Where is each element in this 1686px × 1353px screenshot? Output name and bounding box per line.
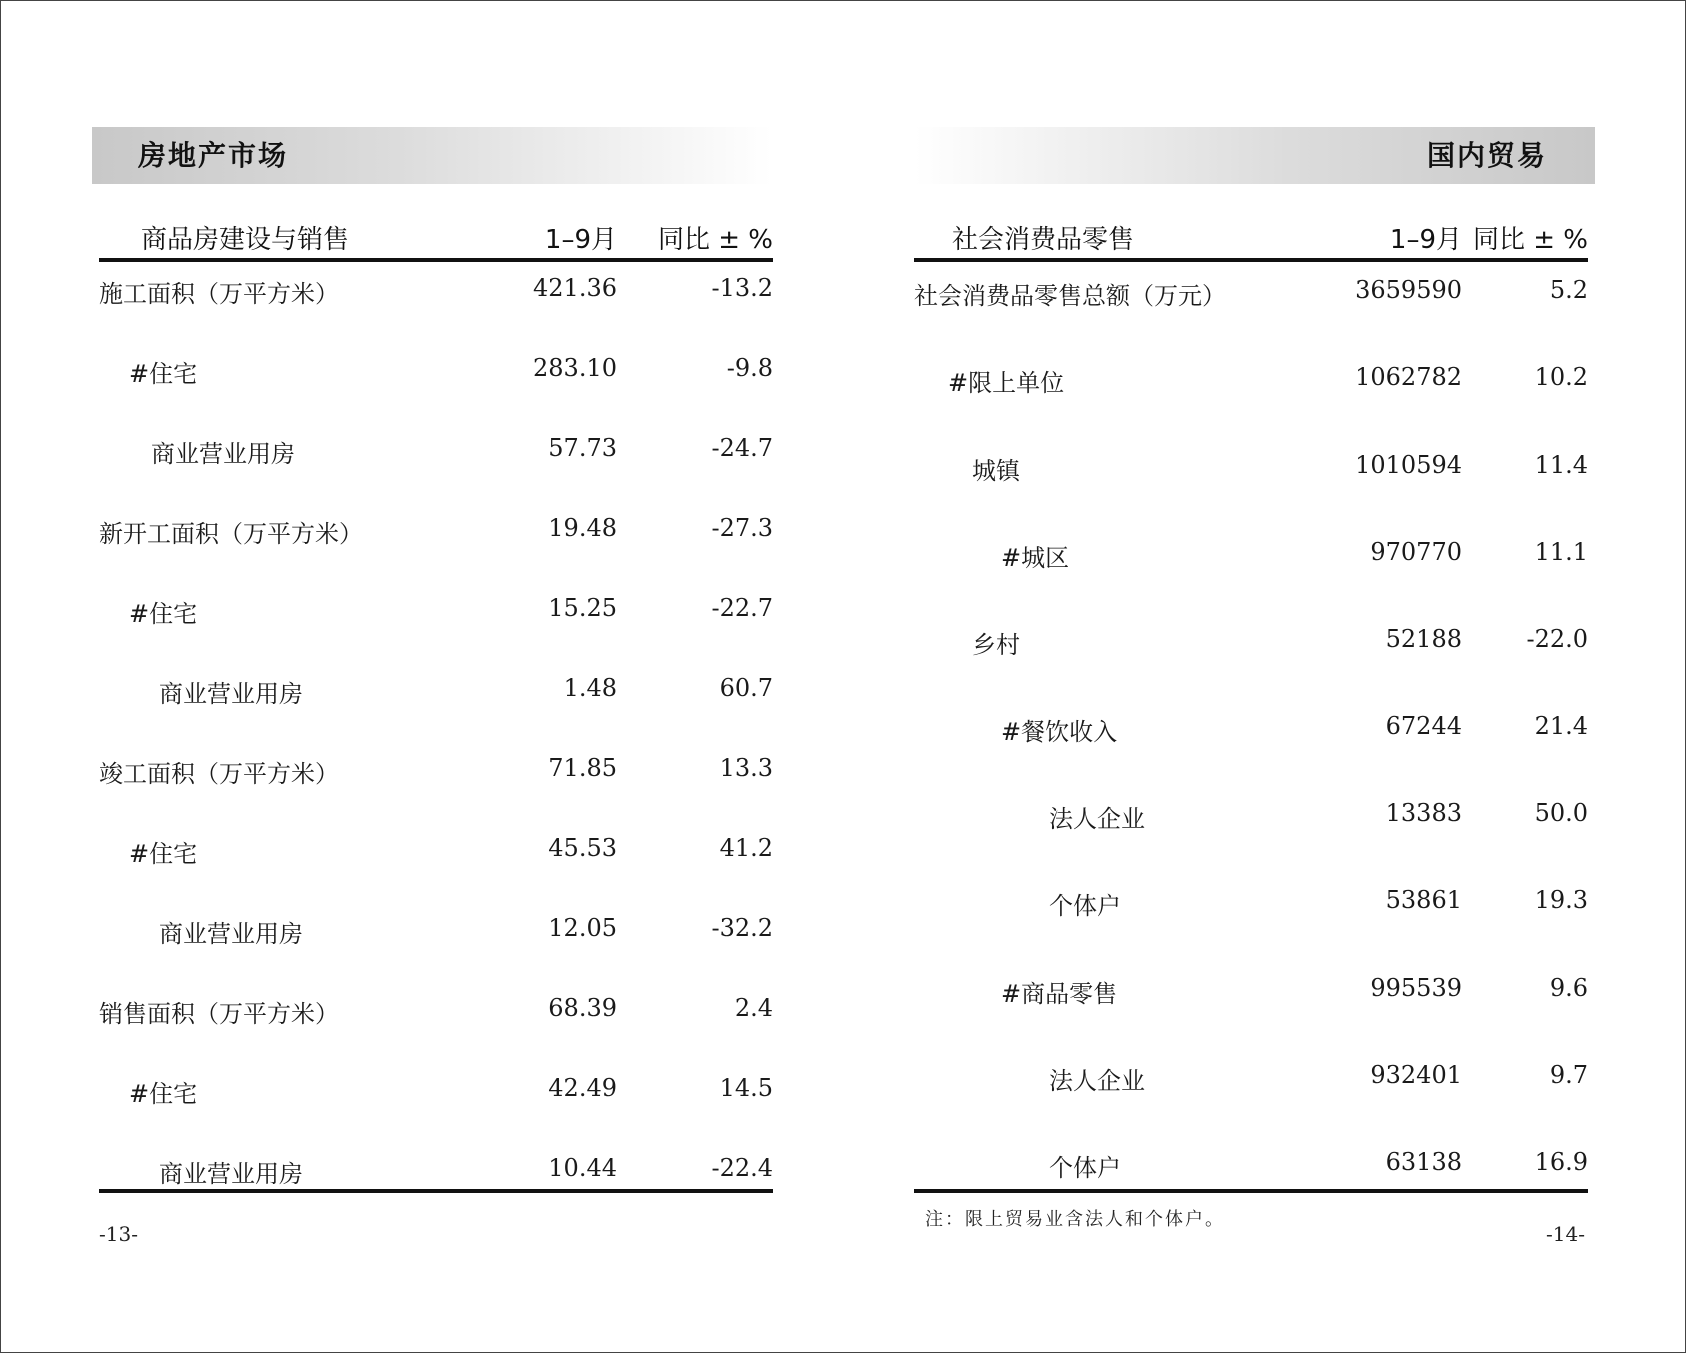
row-yoy: 10.2 bbox=[1534, 363, 1588, 391]
section-banner-left bbox=[92, 127, 772, 184]
row-yoy: -27.3 bbox=[711, 514, 773, 542]
row-value: 67244 bbox=[1385, 712, 1462, 740]
page-number-left: -13- bbox=[99, 1222, 138, 1246]
table-bottom-rule bbox=[914, 1189, 1588, 1193]
row-label: 商业营业用房 bbox=[159, 680, 303, 708]
row-label: 法人企业 bbox=[1049, 805, 1145, 833]
table-row bbox=[99, 670, 773, 710]
column-header-yoy: 同比 ± % bbox=[657, 225, 773, 255]
row-value: 995539 bbox=[1370, 974, 1462, 1002]
row-value: 12.05 bbox=[548, 914, 617, 942]
row-yoy: 14.5 bbox=[719, 1074, 773, 1102]
row-value: 68.39 bbox=[548, 994, 617, 1022]
header-rule bbox=[99, 258, 773, 262]
row-value: 1.48 bbox=[563, 674, 617, 702]
table-row bbox=[99, 430, 773, 470]
section-title-real-estate: 房地产市场 bbox=[138, 139, 289, 172]
row-label: #住宅 bbox=[129, 600, 198, 628]
row-value: 421.36 bbox=[533, 274, 617, 302]
row-yoy: 21.4 bbox=[1534, 712, 1588, 740]
row-label: 城镇 bbox=[972, 457, 1020, 485]
row-label: 商业营业用房 bbox=[159, 920, 303, 948]
column-header-yoy: 同比 ± % bbox=[1472, 225, 1588, 255]
table-row bbox=[914, 795, 1588, 835]
row-value: 53861 bbox=[1385, 886, 1462, 914]
row-yoy: -22.0 bbox=[1526, 625, 1588, 653]
table-row bbox=[914, 272, 1588, 312]
section-title-domestic-trade: 国内贸易 bbox=[1426, 139, 1547, 172]
table-row bbox=[99, 510, 773, 550]
row-value: 45.53 bbox=[548, 834, 617, 862]
table-real-estate bbox=[99, 205, 773, 1188]
row-yoy: 11.4 bbox=[1534, 451, 1588, 479]
row-value: 19.48 bbox=[548, 514, 617, 542]
table-row bbox=[99, 1070, 773, 1110]
row-value: 1010594 bbox=[1355, 451, 1462, 479]
row-value: 15.25 bbox=[548, 594, 617, 622]
row-yoy: 9.6 bbox=[1549, 974, 1588, 1002]
row-yoy: -22.4 bbox=[711, 1154, 773, 1182]
row-yoy: -22.7 bbox=[711, 594, 773, 622]
row-label: #住宅 bbox=[129, 840, 198, 868]
table-row bbox=[99, 590, 773, 630]
table-row bbox=[99, 910, 773, 950]
footnote: 注：限上贸易业含法人和个体户。 bbox=[925, 1209, 1225, 1230]
row-value: 970770 bbox=[1370, 538, 1462, 566]
table-row bbox=[914, 1144, 1588, 1184]
row-yoy: 5.2 bbox=[1549, 276, 1588, 304]
table-row bbox=[914, 970, 1588, 1010]
table-row bbox=[99, 350, 773, 390]
row-label: #限上单位 bbox=[948, 369, 1065, 397]
table-row bbox=[914, 621, 1588, 661]
page-number-right: -14- bbox=[1546, 1222, 1585, 1246]
row-label: 个体户 bbox=[1049, 892, 1121, 920]
row-yoy: 16.9 bbox=[1534, 1148, 1588, 1176]
row-yoy: 13.3 bbox=[719, 754, 773, 782]
section-banner-right bbox=[915, 127, 1595, 184]
row-yoy: -9.8 bbox=[726, 354, 773, 382]
row-yoy: 41.2 bbox=[719, 834, 773, 862]
row-value: 42.49 bbox=[548, 1074, 617, 1102]
table-row bbox=[99, 990, 773, 1030]
row-label: 个体户 bbox=[1049, 1154, 1121, 1182]
table-row bbox=[99, 830, 773, 870]
row-label: 施工面积（万平方米） bbox=[99, 280, 339, 308]
row-label: 社会消费品零售总额（万元） bbox=[914, 282, 1226, 310]
row-label: #住宅 bbox=[129, 1080, 198, 1108]
table-row bbox=[914, 882, 1588, 922]
row-yoy: -13.2 bbox=[711, 274, 773, 302]
row-label: #餐饮收入 bbox=[1001, 718, 1118, 746]
row-value: 52188 bbox=[1385, 625, 1462, 653]
row-label: 销售面积（万平方米） bbox=[99, 1000, 339, 1028]
row-value: 10.44 bbox=[548, 1154, 617, 1182]
table-title: 商品房建设与销售 bbox=[141, 225, 350, 255]
header-rule bbox=[914, 258, 1588, 262]
table-row bbox=[914, 534, 1588, 574]
row-yoy: -32.2 bbox=[711, 914, 773, 942]
row-label: 法人企业 bbox=[1049, 1067, 1145, 1095]
row-yoy: 11.1 bbox=[1534, 538, 1588, 566]
row-yoy: -24.7 bbox=[711, 434, 773, 462]
table-row bbox=[99, 750, 773, 790]
table-row bbox=[914, 359, 1588, 399]
column-header-period: 1–9月 bbox=[544, 225, 617, 255]
table-retail-sales bbox=[914, 205, 1588, 1182]
row-value: 1062782 bbox=[1355, 363, 1462, 391]
row-label: 乡村 bbox=[972, 631, 1020, 659]
row-label: #城区 bbox=[1001, 544, 1070, 572]
table-row bbox=[99, 1150, 773, 1190]
table-header bbox=[99, 205, 773, 260]
table-row bbox=[99, 270, 773, 310]
row-label: 商业营业用房 bbox=[151, 440, 295, 468]
row-yoy: 50.0 bbox=[1534, 799, 1588, 827]
row-value: 3659590 bbox=[1355, 276, 1462, 304]
table-row bbox=[914, 1057, 1588, 1097]
row-label: 商业营业用房 bbox=[159, 1160, 303, 1188]
row-yoy: 2.4 bbox=[734, 994, 773, 1022]
row-label: 竣工面积（万平方米） bbox=[99, 760, 339, 788]
row-value: 63138 bbox=[1385, 1148, 1462, 1176]
row-yoy: 9.7 bbox=[1549, 1061, 1588, 1089]
table-title: 社会消费品零售 bbox=[952, 225, 1135, 255]
row-yoy: 19.3 bbox=[1534, 886, 1588, 914]
table-bottom-rule bbox=[99, 1189, 773, 1193]
row-label: #商品零售 bbox=[1001, 980, 1118, 1008]
table-header bbox=[914, 205, 1588, 260]
row-value: 13383 bbox=[1385, 799, 1462, 827]
row-value: 71.85 bbox=[548, 754, 617, 782]
table-row bbox=[914, 447, 1588, 487]
row-value: 932401 bbox=[1370, 1061, 1462, 1089]
row-label: #住宅 bbox=[129, 360, 198, 388]
row-yoy: 60.7 bbox=[719, 674, 773, 702]
row-label: 新开工面积（万平方米） bbox=[99, 520, 363, 548]
row-value: 57.73 bbox=[548, 434, 617, 462]
column-header-period: 1–9月 bbox=[1389, 225, 1462, 255]
row-value: 283.10 bbox=[533, 354, 617, 382]
table-row bbox=[914, 708, 1588, 748]
